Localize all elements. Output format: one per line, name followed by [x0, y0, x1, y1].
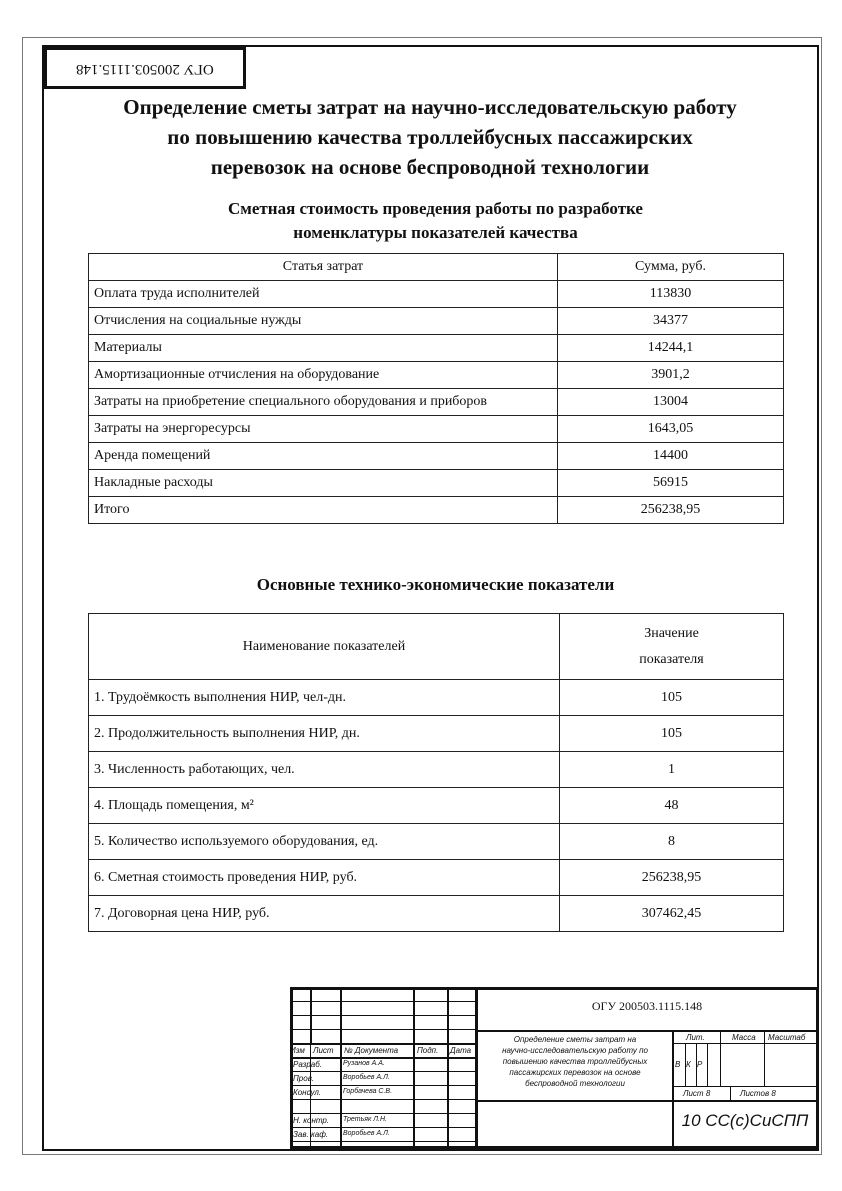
person-name: Воробьев А.Л. — [343, 1130, 390, 1137]
title-block-line — [672, 1043, 816, 1044]
person-name: Третьяк Л.Н. — [343, 1116, 387, 1123]
table-row — [89, 680, 784, 716]
title-block-line — [672, 1030, 674, 1149]
description-line: пассажирских перевозок на основе — [509, 1068, 641, 1077]
title-block-line — [730, 1086, 731, 1100]
person-name: Рузанов А.А. — [343, 1060, 385, 1067]
table-row — [89, 416, 784, 443]
label-cell: 4. Площадь помещения, м² — [89, 788, 560, 824]
value-cell: 3901,2 — [558, 362, 784, 389]
stamp-text: ОГУ 200503.1115.148 — [76, 60, 214, 77]
description-line: научно-исследовательскую работу по — [502, 1046, 648, 1055]
title-block-line — [475, 1100, 816, 1102]
role-label: Пров. — [293, 1074, 315, 1083]
lit-letter: К — [686, 1060, 691, 1069]
table-row — [89, 308, 784, 335]
description-line: Определение сметы затрат на — [513, 1035, 637, 1044]
title-block-line — [447, 1045, 449, 1149]
table-row — [89, 497, 784, 524]
table-row — [89, 443, 784, 470]
title-block-line — [764, 1030, 765, 1086]
title-block-line — [447, 987, 449, 1045]
value-cell: 14244,1 — [558, 335, 784, 362]
indicators-table — [88, 613, 784, 932]
title-block-line — [290, 1085, 475, 1086]
table-row — [89, 896, 784, 932]
title-block-line — [290, 1127, 475, 1128]
label-cell: Итого — [89, 497, 558, 524]
title-block-line — [290, 1029, 475, 1030]
title-line: перевозок на основе беспроводной технологии — [210, 155, 650, 179]
title-block-line — [290, 1015, 475, 1016]
person-name: Воробьев А.Л. — [343, 1074, 390, 1081]
header-cell — [560, 614, 784, 680]
lit-label: Лит. — [686, 1033, 705, 1042]
role-label: Разраб. — [293, 1060, 322, 1069]
header-line: Значение — [644, 625, 699, 641]
header-cell: Сумма, руб. — [558, 254, 784, 281]
role-label: Консул. — [293, 1088, 322, 1097]
title-block-line — [816, 987, 819, 1149]
value-cell: 34377 — [558, 308, 784, 335]
label-cell: Отчисления на социальные нужды — [89, 308, 558, 335]
label-cell: Затраты на приобретение специального оборудования и приборов — [89, 389, 558, 416]
header-line: показателя — [639, 651, 704, 667]
table-row — [89, 362, 784, 389]
document-code: ОГУ 200503.1115.148 — [591, 999, 703, 1013]
col-header-izm: Изм — [290, 1046, 305, 1055]
label-cell: Накладные расходы — [89, 470, 558, 497]
title-block-line — [707, 1043, 708, 1086]
header-cell: Наименование показателей — [89, 614, 560, 680]
value-cell: 1 — [560, 752, 784, 788]
table1-title-line: Сметная стоимость проведения работы по разработке — [228, 199, 643, 218]
table-row — [89, 470, 784, 497]
label-cell: 6. Сметная стоимость проведения НИР, руб. — [89, 860, 560, 896]
table1-title — [88, 197, 783, 245]
rotated-code-stamp — [44, 47, 246, 89]
sheet-number: Лист 8 — [683, 1089, 711, 1098]
title-block-line — [290, 1001, 475, 1002]
value-cell: 14400 — [558, 443, 784, 470]
table-header-row — [89, 254, 784, 281]
title-block — [290, 987, 819, 1149]
title-block-line — [290, 1057, 475, 1059]
description-line: повышению качества троллейбусных — [502, 1057, 648, 1066]
header-cell: Статья затрат — [89, 254, 558, 281]
title-block-line — [340, 1045, 342, 1149]
table-row — [89, 788, 784, 824]
col-header-doc: № Документа — [344, 1046, 399, 1055]
table-row — [89, 716, 784, 752]
person-name: Горбачева С.В. — [343, 1088, 393, 1095]
page-title — [60, 92, 800, 182]
table1-title-line: номенклатуры показателей качества — [293, 223, 578, 242]
table-row — [89, 389, 784, 416]
title-block-line — [720, 1030, 721, 1086]
title-block-line — [413, 987, 415, 1045]
value-cell: 13004 — [558, 389, 784, 416]
value-cell: 1643,05 — [558, 416, 784, 443]
label-cell: Аренда помещений — [89, 443, 558, 470]
label-cell: Материалы — [89, 335, 558, 362]
title-block-line — [290, 1146, 819, 1149]
value-cell: 256238,95 — [560, 860, 784, 896]
table-row — [89, 824, 784, 860]
lit-letter: Р — [697, 1060, 703, 1069]
table-row — [89, 752, 784, 788]
description-line: беспроводной технологии — [525, 1079, 625, 1088]
value-cell: 105 — [560, 716, 784, 752]
title-line: по повышению качества троллейбусных пассажирских — [167, 125, 693, 149]
table-row — [89, 281, 784, 308]
mass-label: Масса — [732, 1033, 756, 1042]
col-header-list: Лист — [313, 1046, 334, 1055]
table-row — [89, 860, 784, 896]
label-cell: Затраты на энергоресурсы — [89, 416, 558, 443]
label-cell: 7. Договорная цена НИР, руб. — [89, 896, 560, 932]
label-cell: Оплата труда исполнителей — [89, 281, 558, 308]
value-cell: 8 — [560, 824, 784, 860]
label-cell: 3. Численность работающих, чел. — [89, 752, 560, 788]
scale-label: Масштаб — [768, 1033, 806, 1042]
lit-letter: В — [675, 1060, 681, 1069]
title-block-line — [290, 1099, 475, 1100]
value-cell: 48 — [560, 788, 784, 824]
group-code: 10 СС(с)СиСПП — [681, 1111, 809, 1130]
title-block-line — [290, 1071, 475, 1072]
table2-title: Основные технико-экономические показатели — [256, 575, 615, 594]
value-cell: 256238,95 — [558, 497, 784, 524]
title-block-line — [413, 1045, 415, 1149]
role-label: Н. контр. — [293, 1116, 330, 1125]
label-cell: 2. Продолжительность выполнения НИР, дн. — [89, 716, 560, 752]
value-cell: 56915 — [558, 470, 784, 497]
col-header-sign: Подп. — [417, 1046, 439, 1055]
label-cell: Амортизационные отчисления на оборудование — [89, 362, 558, 389]
title-line: Определение сметы затрат на научно-исследовательскую работу — [123, 95, 737, 119]
label-cell: 1. Трудоёмкость выполнения НИР, чел-дн. — [89, 680, 560, 716]
value-cell: 105 — [560, 680, 784, 716]
sheet-count: Листов 8 — [740, 1089, 776, 1098]
table-row — [89, 335, 784, 362]
value-cell: 113830 — [558, 281, 784, 308]
title-block-line — [310, 987, 312, 1045]
title-block-line — [290, 987, 819, 990]
title-block-line — [290, 1043, 475, 1045]
col-header-date: Дата — [450, 1046, 472, 1055]
cost-table — [88, 253, 784, 524]
title-block-line — [672, 1086, 816, 1087]
title-block-line — [340, 987, 342, 1045]
title-block-line — [290, 1141, 475, 1142]
value-cell: 307462,45 — [560, 896, 784, 932]
table-header-row — [89, 614, 784, 680]
title-block-line — [290, 1113, 475, 1114]
label-cell: 5. Количество используемого оборудования, ед. — [89, 824, 560, 860]
role-label: Зав. каф. — [293, 1130, 329, 1139]
